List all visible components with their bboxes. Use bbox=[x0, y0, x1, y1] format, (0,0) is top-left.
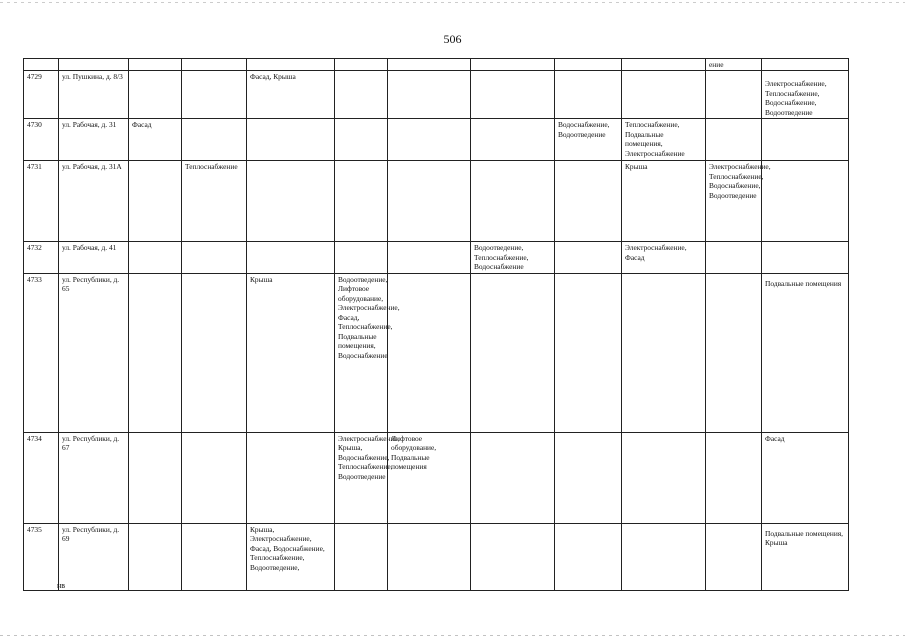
table-cell bbox=[471, 432, 555, 523]
table-cell bbox=[762, 119, 849, 161]
address-cell: ул. Республики, д. 65 bbox=[59, 273, 129, 432]
table-cell bbox=[471, 119, 555, 161]
row-number: 4735 bbox=[24, 523, 59, 590]
row-number: 4731 bbox=[24, 161, 59, 242]
carry-over-cell: ение bbox=[706, 59, 762, 71]
page-number: 506 bbox=[443, 32, 462, 46]
address-cell: ул. Рабочая, д. 31 bbox=[59, 119, 129, 161]
table-cell bbox=[182, 242, 247, 273]
repair-schedule-table bbox=[23, 58, 849, 591]
table-cell: Электроснабжение, Теплоснабжение, Водоснабжение, Водоотведение bbox=[706, 161, 762, 242]
table-cell bbox=[182, 273, 247, 432]
table-cell: Водоотведение, Теплоснабжение, Водоснабжение bbox=[471, 242, 555, 273]
table-cell bbox=[129, 432, 182, 523]
table-cell bbox=[471, 71, 555, 119]
table-cell bbox=[762, 161, 849, 242]
table-cell bbox=[247, 161, 335, 242]
table-cell bbox=[335, 523, 388, 590]
table-cell bbox=[388, 523, 471, 590]
footnote: нв bbox=[57, 581, 66, 590]
table-cell bbox=[471, 273, 555, 432]
table-cell bbox=[335, 242, 388, 273]
address-cell: ул. Рабочая, д. 41 bbox=[59, 242, 129, 273]
table-cell: Фасад, Крыша bbox=[247, 71, 335, 119]
table-row bbox=[24, 161, 849, 242]
scan-artifact-bottom bbox=[0, 635, 905, 636]
table-cell bbox=[129, 273, 182, 432]
table-cell: Водоснабжение, Водоотведение bbox=[555, 119, 622, 161]
table-cell bbox=[129, 161, 182, 242]
row-number: 4732 bbox=[24, 242, 59, 273]
table-cell: Теплоснабжение bbox=[182, 161, 247, 242]
table-cell: Электроснабжение, Теплоснабжение, Водоснабжение, Водоотведение bbox=[762, 71, 849, 119]
table-cell bbox=[335, 71, 388, 119]
table-cell bbox=[555, 523, 622, 590]
table-cell bbox=[555, 273, 622, 432]
table-cell bbox=[622, 523, 706, 590]
table-row bbox=[24, 523, 849, 590]
table-cell: Фасад bbox=[762, 432, 849, 523]
table-cell bbox=[471, 523, 555, 590]
table-cell bbox=[706, 119, 762, 161]
table-cell bbox=[388, 119, 471, 161]
row-number: 4733 bbox=[24, 273, 59, 432]
address-cell: ул. Пушкина, д. 8/3 bbox=[59, 71, 129, 119]
table-cell: Лифтовое оборудование, Подвальные помещения bbox=[388, 432, 471, 523]
table-cell bbox=[182, 119, 247, 161]
row-number: 4729 bbox=[24, 71, 59, 119]
table-cell: Крыша bbox=[247, 273, 335, 432]
table-cell bbox=[706, 523, 762, 590]
table-row bbox=[24, 119, 849, 161]
scan-artifact-top bbox=[0, 2, 905, 3]
table-cell bbox=[247, 119, 335, 161]
table-cell bbox=[555, 432, 622, 523]
table-cell: Подвальные помещения, Крыша bbox=[762, 523, 849, 590]
table-cell bbox=[335, 161, 388, 242]
table-cell bbox=[182, 432, 247, 523]
table-row bbox=[24, 432, 849, 523]
table-cell bbox=[706, 273, 762, 432]
table-cell: Фасад bbox=[129, 119, 182, 161]
table-cell bbox=[622, 432, 706, 523]
table-cell bbox=[555, 71, 622, 119]
table-cell bbox=[388, 242, 471, 273]
table-cell bbox=[247, 432, 335, 523]
table-cell: Теплоснабжение, Подвальные помещения, Электроснабжение bbox=[622, 119, 706, 161]
table-cell bbox=[706, 432, 762, 523]
table-cell: Водоотведение, Лифтовое оборудование, Электроснабжение, Фасад, Теплоснабжение, Подвальные помещения, Водоснабжение bbox=[335, 273, 388, 432]
table-cell bbox=[622, 71, 706, 119]
table-cell bbox=[388, 273, 471, 432]
table-cell bbox=[129, 242, 182, 273]
address-cell: ул. Республики, д. 69 bbox=[59, 523, 129, 590]
table-cell bbox=[182, 523, 247, 590]
table-cell bbox=[388, 71, 471, 119]
table-cell: Подвальные помещения bbox=[762, 273, 849, 432]
table-cell: Электроснабжение, Крыша, Водоснабжение, Теплоснабжение, Водоотведение bbox=[335, 432, 388, 523]
address-cell: ул. Республики, д. 67 bbox=[59, 432, 129, 523]
carry-over-row bbox=[24, 59, 849, 71]
table-cell bbox=[706, 242, 762, 273]
table-cell bbox=[622, 273, 706, 432]
table-row bbox=[24, 71, 849, 119]
table-cell: Крыша, Электроснабжение, Фасад, Водоснабжение, Теплоснабжение, Водоотведение, bbox=[247, 523, 335, 590]
table-cell bbox=[335, 119, 388, 161]
table-row bbox=[24, 242, 849, 273]
table-cell bbox=[555, 242, 622, 273]
table-cell bbox=[762, 242, 849, 273]
row-number: 4734 bbox=[24, 432, 59, 523]
table-cell: Крыша bbox=[622, 161, 706, 242]
row-number: 4730 bbox=[24, 119, 59, 161]
table-cell bbox=[247, 242, 335, 273]
table-cell bbox=[388, 161, 471, 242]
table-cell bbox=[706, 71, 762, 119]
table-cell bbox=[182, 71, 247, 119]
address-cell: ул. Рабочая, д. 31А bbox=[59, 161, 129, 242]
table-cell bbox=[129, 523, 182, 590]
table-cell bbox=[471, 161, 555, 242]
table-cell bbox=[129, 71, 182, 119]
table-cell: Электроснабжение, Фасад bbox=[622, 242, 706, 273]
table-cell bbox=[555, 161, 622, 242]
table-row bbox=[24, 273, 849, 432]
